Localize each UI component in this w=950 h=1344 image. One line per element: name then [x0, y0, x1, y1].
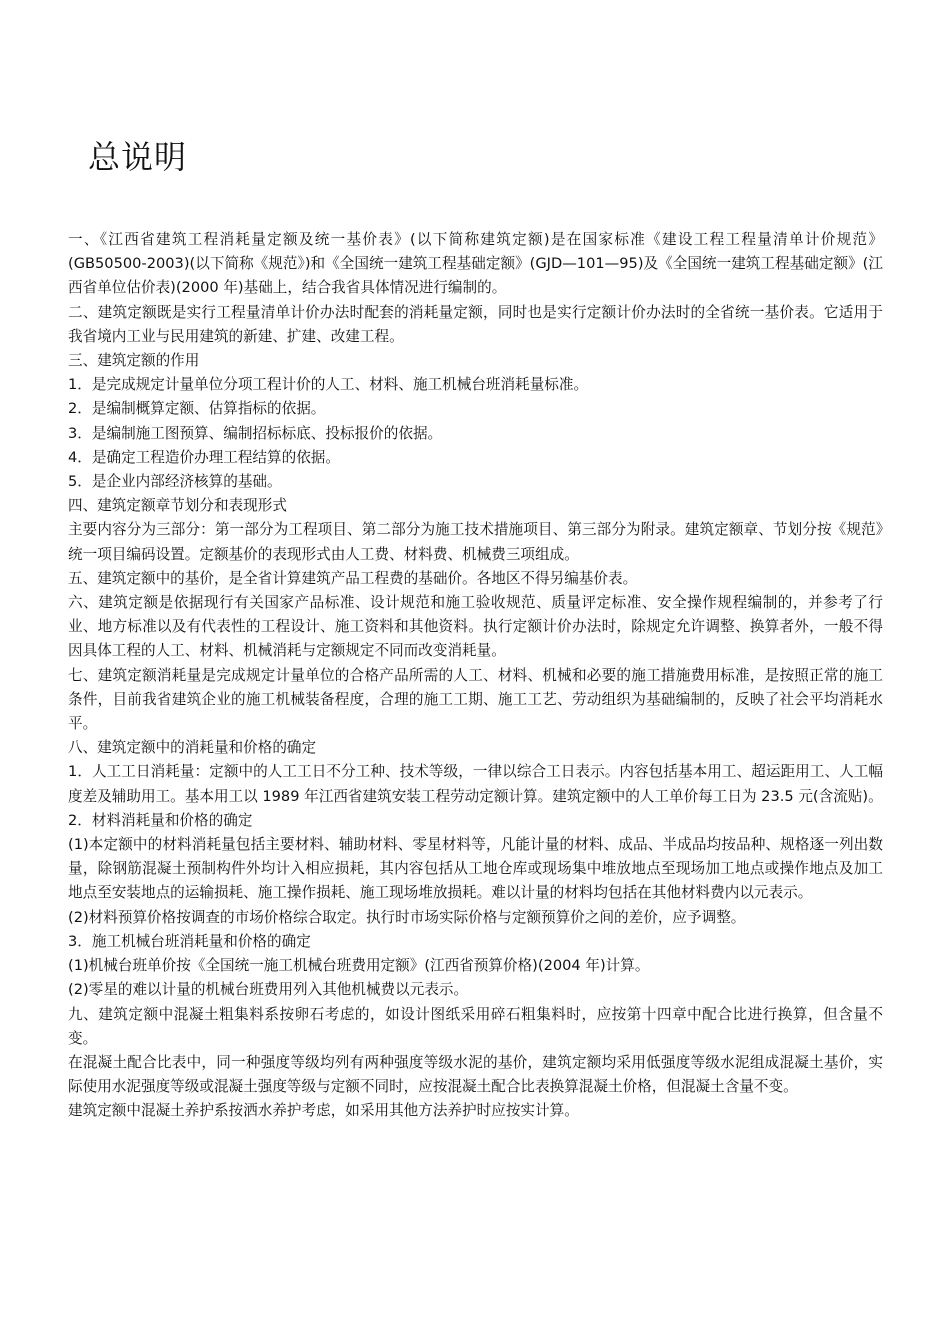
paragraph: 在混凝土配合比表中，同一种强度等级均列有两种强度等级水泥的基价，建筑定额均采用低强度等级水泥组成混凝土基价，实际使用水泥强度等级或混凝土强度等级与定额不同时，应按混凝土配合比表换算混凝土价格，但混凝土含量不变。: [68, 1053, 883, 1096]
section-heading: 八、建筑定额中的消耗量和价格的确定: [68, 739, 317, 757]
list-item: 2．材料消耗量和价格的确定: [68, 811, 253, 829]
sub-item: (1)机械台班单价按《全国统一施工机械台班费用定额》(江西省预算价格)(2004 年)计算。: [68, 957, 650, 975]
sub-item: (1)本定额中的材料消耗量包括主要材料、辅助材料、零星材料等，凡能计量的材料、成品、半成品均按品种、规格逐一列出数量，除钢筋混凝土预制构件外均计入相应损耗，其内容包括从工地仓库或现场集中堆放地点至现场加工地点或操作地点及加工地点至安装地点的运输损耗、施工操作损耗、施工现场堆放损耗。难以计量的材料均包括在其他材料费内以元表示。: [68, 836, 883, 902]
sub-item: (2)零星的难以计量的机械台班费用列入其他机械费以元表示。: [68, 981, 469, 999]
list-item: 1．人工工日消耗量：定额中的人工工日不分工种、技术等级，一律以综合工日表示。内容包括基本用工、超运距用工、人工幅度差及辅助用工。基本用工以 1989 年江西省建筑安装工程劳动定额计算。建筑定额中的人工单价每工日为 23.5 元(含流贴)。: [68, 763, 883, 805]
paragraph: 二、建筑定额既是实行工程量清单计价办法时配套的消耗量定额，同时也是实行定额计价办法时的全省统一基价表。它适用于我省境内工业与民用建筑的新建、扩建、改建工程。: [68, 303, 883, 345]
list-item: 5．是企业内部经济核算的基础。: [68, 473, 282, 491]
page-title: 总说明: [88, 138, 188, 176]
document-body: [68, 228, 883, 1124]
list-item: 4．是确定工程造价办理工程结算的依据。: [68, 448, 340, 466]
sub-item: (2)材料预算价格按调查的市场价格综合取定。执行时市场实际价格与定额预算价之间的差价，应予调整。: [68, 908, 746, 926]
section-heading: 三、建筑定额的作用: [68, 352, 200, 370]
paragraph: 六、建筑定额是依据现行有关国家产品标准、设计规范和施工验收规范、质量评定标准、安全操作规程编制的，并参考了行业、地方标准以及有代表性的工程设计、施工资料和其他资料。执行定额计价办法时，除规定允许调整、换算者外，一般不得因具体工程的人工、材料、机械消耗与定额规定不同而改变消耗量。: [68, 594, 883, 660]
list-item: 1．是完成规定计量单位分项工程计价的人工、材料、施工机械台班消耗量标准。: [68, 376, 589, 394]
paragraph: 一、《江西省建筑工程消耗量定额及统一基价表》(以下简称建筑定额)是在国家标准《建设工程工程量清单计价规范》(GB50500-2003)(以下简称《规范》)和《全国统一建筑工程基础定额》(GJD—101—95)及《全国统一建筑工程基础定额》(江西省单位估价表)(2000 年)基础上，结合我省具体情况进行编制的。: [68, 231, 883, 297]
paragraph: 建筑定额中混凝土养护系按洒水养护考虑，如采用其他方法养护时应按实计算。: [68, 1102, 579, 1120]
section-heading: 四、建筑定额章节划分和表现形式: [68, 497, 287, 515]
paragraph: 七、建筑定额消耗量是完成规定计量单位的合格产品所需的人工、材料、机械和必要的施工措施费用标准，是按照正常的施工条件，目前我省建筑企业的施工机械装备程度，合理的施工工期、施工工艺、劳动组织为基础编制的，反映了社会平均消耗水平。: [68, 666, 883, 733]
list-item: 2．是编制概算定额、估算指标的依据。: [68, 400, 326, 418]
paragraph: 五、建筑定额中的基价，是全省计算建筑产品工程费的基础价。各地区不得另编基价表。: [68, 569, 638, 587]
paragraph: 主要内容分为三部分：第一部分为工程项目、第二部分为施工技术措施项目、第三部分为附录。建筑定额章、节划分按《规范》统一项目编码设置。定额基价的表现形式由人工费、材料费、机械费三项组成。: [68, 521, 883, 563]
list-item: 3．是编制施工图预算、编制招标标底、投标报价的依据。: [68, 424, 443, 442]
list-item: 3．施工机械台班消耗量和价格的确定: [68, 932, 311, 950]
paragraph: 九、建筑定额中混凝土粗集料系按卵石考虑的，如设计图纸采用碎石粗集料时，应按第十四章中配合比进行换算，但含量不变。: [68, 1005, 883, 1047]
